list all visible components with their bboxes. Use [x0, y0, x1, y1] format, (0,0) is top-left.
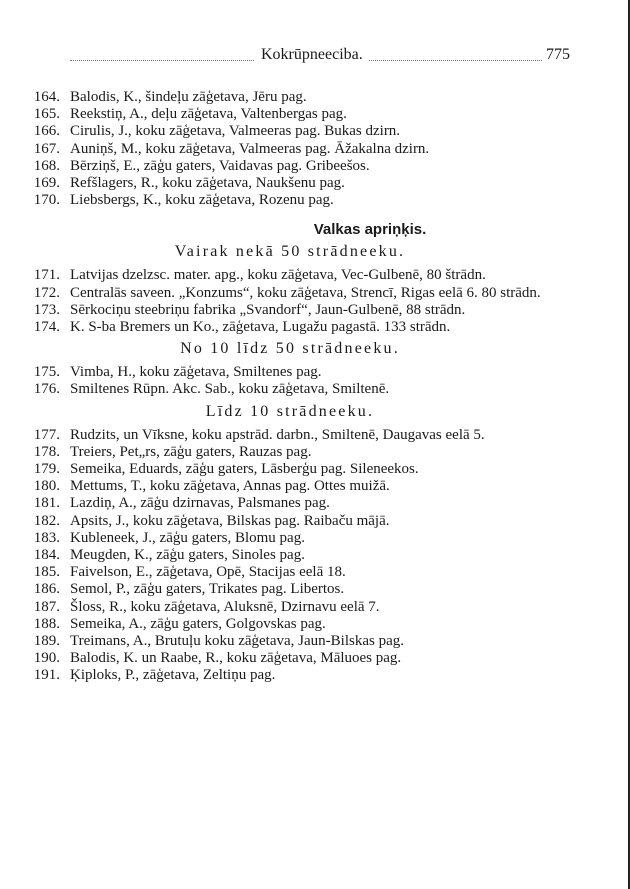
entry-text: Auniņš, M., koku zāģetava, Valmeeras pag. Āžakalna dzirn. — [70, 140, 430, 157]
entry-number: 186. — [33, 581, 60, 598]
entry-text: Reekstiņ, A., deļu zāģetava, Valtenbergas pag. — [70, 106, 347, 123]
entry-text: Šloss, R., koku zāģetava, Aluksnē, Dzirnavu eelā 7. — [70, 598, 380, 615]
entry-number: 181. — [33, 495, 60, 512]
entry-text: Faivelson, E., zāģetava, Opē, Stacijas eelā 18. — [70, 564, 346, 581]
entry-number: 189. — [33, 633, 60, 650]
entry-number: 176. — [33, 381, 60, 398]
entry-row — [0, 365, 630, 380]
entry-text: Rudzits, un Vīksne, koku apstrād. darbn., Smiltenē, Daugavas eelā 5. — [70, 426, 485, 443]
entry-number: 171. — [33, 267, 60, 284]
entry-number: 190. — [33, 650, 60, 667]
entry-row — [0, 600, 630, 615]
entry-row — [0, 107, 630, 122]
entry-text: Lazdiņ, A., zāģu dzirnavas, Palsmanes pag. — [70, 495, 330, 512]
entry-row — [0, 531, 630, 546]
entry-number: 187. — [33, 598, 60, 615]
entry-text: Balodis, K. un Raabe, R., koku zāģetava, Māluoes pag. — [70, 650, 402, 667]
entry-row — [0, 617, 630, 632]
entry-row — [0, 142, 630, 157]
entry-text: K. S-ba Bremers un Ko., zāģetava, Lugažu pagastā. 133 strādn. — [70, 319, 451, 336]
entry-number: 191. — [33, 667, 60, 684]
entry-text: Treimans, A., Brutuļu koku zāģetava, Jaun-Bilskas pag. — [70, 633, 404, 650]
entry-number: 188. — [33, 615, 60, 632]
entry-row — [0, 382, 630, 397]
entry-text: Liebsbergs, K., koku zāģetava, Rozenu pag. — [70, 192, 334, 209]
entry-number: 177. — [33, 426, 60, 443]
page-header — [70, 46, 570, 70]
entry-text: Bērziņš, E., zāģu gaters, Vaidavas pag. Gribeešos. — [70, 157, 370, 174]
entry-number: 166. — [33, 123, 60, 140]
entry-text: Centralās saveen. „Konzums“, koku zāģetava, Strencī, Rigas eelā 6. 80 strādn. — [70, 284, 541, 301]
entry-row — [0, 428, 630, 443]
entry-row — [0, 668, 630, 683]
entry-number: 174. — [33, 319, 60, 336]
entry-text: Treiers, Pet„rs, zāģu gaters, Rauzas pag. — [70, 443, 312, 460]
entry-row — [0, 193, 630, 208]
entry-row — [0, 651, 630, 666]
entry-number: 178. — [33, 443, 60, 460]
section-heading-10-to-50: No 10 līdz 50 strādneeku. — [180, 340, 400, 358]
entry-text: Ķiploks, P., zāģetava, Zeltiņu pag. — [70, 667, 276, 684]
entry-number: 183. — [33, 529, 60, 546]
entry-text: Semol, P., zāģu gaters, Trikates pag. Libertos. — [70, 581, 345, 598]
entry-list — [0, 268, 630, 335]
entry-row — [0, 176, 630, 191]
entry-number: 175. — [33, 364, 60, 381]
entry-number: 164. — [33, 89, 60, 105]
entry-row — [0, 90, 630, 105]
entry-row — [0, 320, 630, 335]
entry-row — [0, 479, 630, 494]
entry-number: 182. — [33, 512, 60, 529]
entry-text: Balodis, K., šindeļu zāģetava, Jēru pag. — [70, 89, 307, 105]
entry-number: 167. — [33, 140, 60, 157]
entry-text: Semeika, A., zāģu gaters, Golgovskas pag. — [70, 615, 326, 632]
running-title: Kokrūpneeciba. — [255, 46, 369, 64]
entry-row — [0, 268, 630, 283]
entry-row — [0, 462, 630, 477]
entry-row — [0, 159, 630, 174]
entry-number: 165. — [33, 106, 60, 123]
entry-list — [0, 365, 630, 397]
entry-row — [0, 496, 630, 511]
section-heading-under-10: Līdz 10 strādneeku. — [205, 402, 375, 420]
entry-text: Vimba, H., koku zāģetava, Smiltenes pag. — [70, 364, 322, 381]
entry-list — [0, 90, 630, 208]
entry-row — [0, 582, 630, 597]
entry-row — [0, 634, 630, 649]
entry-row — [0, 303, 630, 318]
entry-number: 180. — [33, 478, 60, 495]
entry-row — [0, 548, 630, 563]
entry-number: 168. — [33, 157, 60, 174]
entry-text: Sērkociņu steebriņu fabrika „Svandorf“, Jaun-Gulbenē, 88 strādn. — [70, 301, 466, 318]
entry-number: 173. — [33, 301, 60, 318]
entry-row — [0, 514, 630, 529]
region-heading: Valkas apriņķis. — [313, 221, 427, 239]
entry-number: 185. — [33, 564, 60, 581]
entry-text: Semeika, Eduards, zāģu gaters, Lāsberģu pag. Sileneekos. — [70, 461, 419, 478]
entry-number: 184. — [33, 547, 60, 564]
page-number: 775 — [542, 46, 570, 64]
entry-number: 169. — [33, 175, 60, 192]
page-content — [0, 90, 630, 686]
entry-row — [0, 565, 630, 580]
entry-text: Latvijas dzelzsc. mater. apg., koku zāģetava, Vec-Gulbenē, 80 štrādn. — [70, 267, 486, 284]
entry-number: 170. — [33, 192, 60, 209]
entry-row — [0, 124, 630, 139]
entry-text: Refšlagers, R., koku zāģetava, Naukšenu pag. — [70, 175, 345, 192]
entry-text: Mettums, T., koku zāģetava, Annas pag. Ottes muižā. — [70, 478, 390, 495]
entry-list — [0, 428, 630, 684]
section-heading-over-50: Vairak nekā 50 strādneeku. — [174, 243, 406, 261]
entry-text: Cirulis, J., koku zāģetava, Valmeeras pag. Bukas dzirn. — [70, 123, 401, 140]
entry-number: 179. — [33, 461, 60, 478]
entry-text: Kubleneek, J., zāģu gaters, Blomu pag. — [70, 529, 305, 546]
entry-number: 172. — [33, 284, 60, 301]
entry-row — [0, 445, 630, 460]
entry-text: Smiltenes Rūpn. Akc. Sab., koku zāģetava, Smiltenē. — [70, 381, 390, 398]
entry-text: Meugden, K., zāģu gaters, Sinoles pag. — [70, 547, 305, 564]
entry-row — [0, 286, 630, 301]
entry-text: Apsits, J., koku zāģetava, Bilskas pag. Raibaču mājā. — [70, 512, 390, 529]
